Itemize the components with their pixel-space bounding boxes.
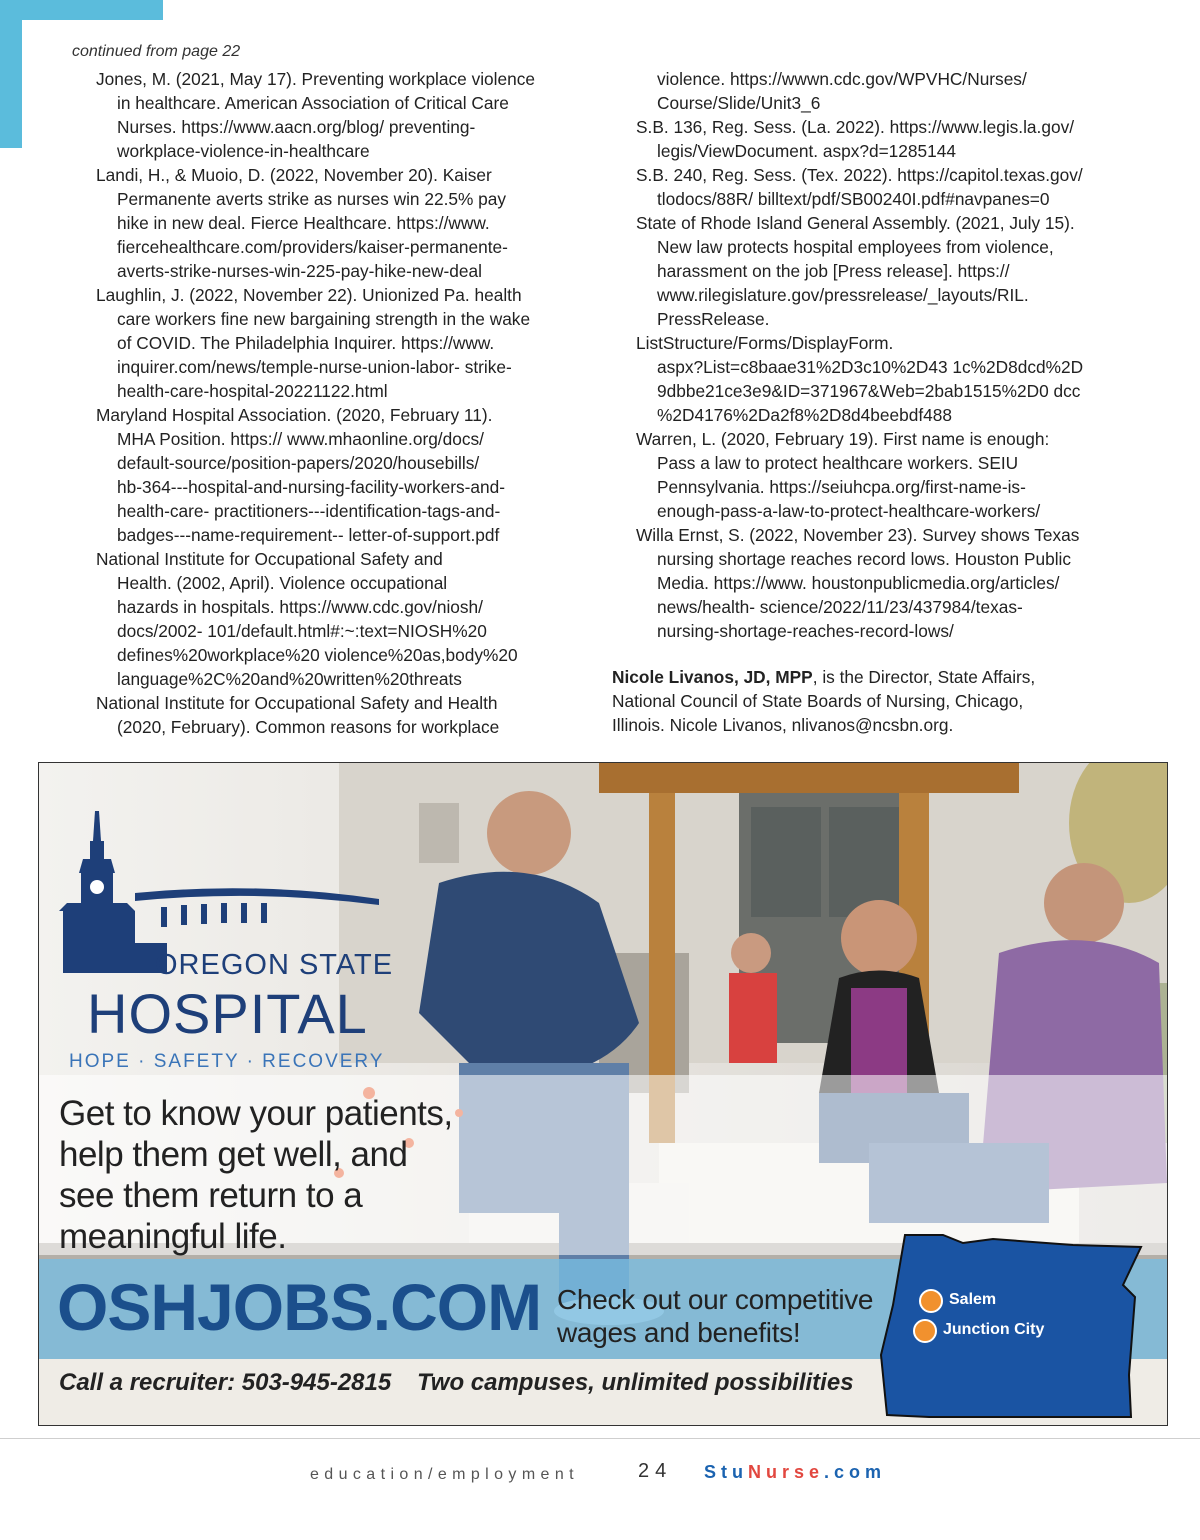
brand-com: .com (824, 1462, 887, 1482)
wages-text: Check out our competitive wages and benefits! (557, 1284, 874, 1348)
references-column-right (636, 67, 1136, 643)
brand-stu: Stu (704, 1462, 748, 1482)
brand-nurse: Nurse (748, 1462, 825, 1482)
page-number: 24 (638, 1460, 673, 1482)
logo-hospital: HOSPITAL (87, 982, 368, 1045)
campuses-tagline: Two campuses, unlimited possibilities (417, 1369, 854, 1396)
author-bio (612, 665, 1132, 737)
junction-city-pin-icon (914, 1320, 936, 1342)
osh-logo (57, 781, 407, 1111)
oregon-state-hospital-ad (38, 762, 1168, 1426)
reference-entry: Landi, H., & Muoio, D. (2022, November 20). Kaiser Permanente averts strike as nurses win 22.5% pay hike in new deal. Fierce Healthcare. https://www. fiercehealthcare.com/providers/kaiser-permanente- averts-strike-nurses-win-225-pay-hike-new-deal (96, 165, 508, 281)
author-name: Nicole Livanos, JD, MPP (612, 667, 813, 687)
city-junction-city: Junction City (943, 1321, 1045, 1338)
logo-tagline: HOPE · SAFETY · RECOVERY (69, 1051, 385, 1072)
reference-entry: S.B. 240, Reg. Sess. (Tex. 2022). https://capitol.texas.gov/ tlodocs/88R/ billtext/pdf/SB00240I.pdf#navpanes=0 (636, 165, 1083, 209)
city-salem: Salem (949, 1291, 997, 1308)
reference-entry: Willa Ernst, S. (2022, November 23). Survey shows Texas nursing shortage reaches record lows. Houston Public Media. https://www. houstonpublicmedia.org/articles/ news/health- science/2022/11/23/437984/texas- nursing-shortage-reaches-record-lows/ (636, 525, 1080, 641)
reference-entry: Jones, M. (2021, May 17). Preventing workplace violence in healthcare. American Association of Critical Care Nurses. https://www.aacn.org/blog/ preventing- workplace-violence-in-healthcare (96, 69, 535, 161)
corner-accent-top (0, 0, 163, 20)
author-bio-text: , is the Director, State Affairs, National Council of State Boards of Nursing, Chicago, Illinois. Nicole Livanos, nlivanos@ncsbn.org. (612, 667, 1036, 735)
reference-entry: State of Rhode Island General Assembly. (2021, July 15). New law protects hospital employees from violence, harassment on the job [Press release]. https:// www.rilegislature.gov/pressrelease/_layouts/RIL. PressRelease. (636, 213, 1075, 329)
reference-entry: S.B. 136, Reg. Sess. (La. 2022). https://www.legis.la.gov/ legis/ViewDocument. aspx?d=1285144 (636, 117, 1075, 161)
oregon-map (873, 1225, 1165, 1425)
continued-note: continued from page 22 (72, 43, 241, 60)
ad-headline: Get to know your patients, help them get well, and see them return to a meaningful life. (59, 1094, 453, 1256)
footer-section: education/employment (310, 1466, 579, 1483)
recruiter-phone: Call a recruiter: 503-945-2815 (59, 1369, 392, 1396)
footer-rule (0, 1438, 1200, 1439)
stunurse-brand[interactable] (704, 1462, 886, 1483)
logo-oregon-state: OREGON STATE (155, 949, 394, 981)
reference-entry: ListStructure/Forms/DisplayForm. aspx?List=c8baae31%2D3c10%2D43 1c%2D8dcd%2D 9dbbe21ce3e9&ID=371967&Web=2bab1515%2D0 dcc %2D4176%2Da2f8%2D8d4beebdf488 (636, 333, 1084, 425)
oshjobs-link[interactable]: OSHJOBS.COM (57, 1270, 542, 1344)
reference-continuation: violence. https://wwwn.cdc.gov/WPVHC/Nurses/ Course/Slide/Unit3_6 (657, 69, 1027, 113)
reference-entry: National Institute for Occupational Safety and Health (2020, February). Common reasons for workplace (96, 693, 500, 737)
salem-pin-icon (920, 1290, 942, 1312)
reference-entry: National Institute for Occupational Safety and Health. (2002, April). Violence occupational hazards in hospitals. https://www.cdc.gov/niosh/ docs/2002- 101/default.html#:~:text=NIOSH%20 defines%20workplace%20 violence%20as,body%20 language%2C%20and%20written%20threats (96, 549, 518, 689)
reference-entry: Laughlin, J. (2022, November 22). Unionized Pa. health care workers fine new bargaining strength in the wake of COVID. The Philadelphia Inquirer. https://www. inquirer.com/news/temple-nurse-union-labor- strike- health-care-hospital-20221122.html (96, 285, 531, 401)
references-column-left (96, 67, 596, 739)
reference-entry: Maryland Hospital Association. (2020, February 11). MHA Position. https:// www.mhaonline.org/docs/ default-source/position-papers/2020/housebills/ hb-364---hospital-and-nursing-facility-workers-and- health-care- practitioners---identification-tags-and- badges---name-requirement-- letter-of-support.pdf (96, 405, 506, 545)
reference-entry: Warren, L. (2020, February 19). First name is enough: Pass a law to protect healthcare workers. SEIU Pennsylvania. https://seiuhcpa.org/first-name-is- enough-pass-a-law-to-protect-healthcare-workers/ (636, 429, 1050, 521)
corner-accent-left (0, 0, 22, 148)
